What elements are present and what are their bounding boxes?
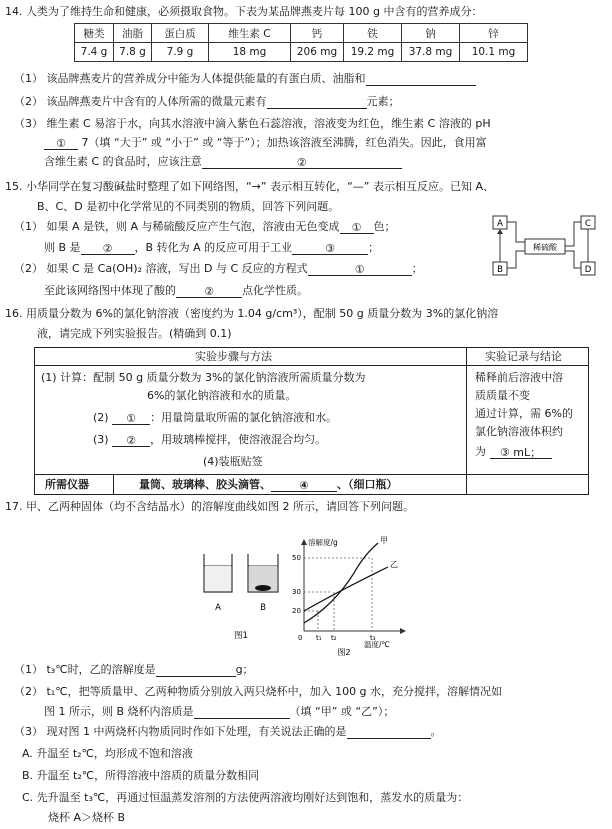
q17-sub3: （3） 现对图 1 中两烧杯内物质同时作如下处理，有关说法正确的是 。	[14, 725, 442, 738]
step-4: (4)装瓶贴签	[203, 455, 263, 468]
q17-stem: 17. 甲、乙两种固体（均不含结晶水）的溶解度曲线如图 2 所示，请回答下列问题。	[5, 500, 414, 513]
q17-sub2-line2: 图 1 所示，则 B 烧杯内溶质是 （填 “甲” 或 “乙”）；	[44, 705, 395, 718]
x-axis-label: 温度/℃	[364, 640, 390, 649]
record-line4: 氯化钠溶液体积约	[475, 425, 563, 438]
answer-blank[interactable]: ①	[112, 411, 150, 425]
answer-blank[interactable]	[156, 663, 236, 677]
undissolved-solid	[255, 585, 271, 591]
answer-blank[interactable]: ④	[271, 478, 337, 492]
q15-stem-1: 15. 小华同学在复习酸碱盐时整理了如下网络图，“→” 表示相互转化，“—” 表示相互反应。已知 A、	[5, 180, 495, 193]
tick-0: 0	[298, 634, 303, 642]
curve-jia	[304, 543, 378, 623]
link-a-acid	[507, 222, 525, 242]
q17-sub2-line1: （2） t₁℃，把等质量甲、乙两种物质分别放入两只烧杯中，加入 100 g 水，充分搅拌，溶解情况如	[14, 685, 503, 698]
table-cell: 18 mg	[209, 43, 291, 62]
answer-blank[interactable]	[194, 705, 290, 719]
q15-sub2-line2: 至此该网络图中体现了酸的 ② 点化学性质。	[44, 284, 308, 298]
q17-sub1: （1） t₃℃时，乙的溶解度是 g；	[14, 663, 254, 676]
answer-blank[interactable]: ②	[112, 433, 150, 447]
table-cell: 7.8 g	[114, 43, 152, 62]
q14-sub3-line1: （3） 维生素 C 易溶于水，向其水溶液中滴入紫色石蕊溶液，溶液变为红色，维生素 C 溶液的 pH	[14, 117, 491, 130]
node-b-label: B	[497, 265, 503, 275]
footer-label: 所需仪器	[45, 478, 89, 491]
label-yi: 乙	[390, 560, 398, 569]
table-cell: 19.2 mg	[344, 43, 402, 62]
table-header: 钙	[291, 24, 344, 43]
tick-20: 20	[292, 607, 301, 615]
record-line3: 通过计算，需 6%的	[475, 407, 573, 420]
q14-stem: 14. 人类为了维持生命和健康，必须摄取食物。下表为某品牌燕麦片每 100 g 中含有的营养成分：	[5, 5, 483, 18]
q14-sub1: （1） 该品牌燕麦片的营养成分中能为人体提供能量的有蛋白质、油脂和	[14, 71, 476, 86]
q15-sub1-line1: （1） 如果 A 是铁，则 A 与稀硫酸反应产生气泡，溶液由无色变成 ① 色；	[14, 220, 396, 234]
figure-1-beakers	[196, 548, 286, 644]
table-cell: 10.1 mg	[460, 43, 528, 62]
table-header: 铁	[344, 24, 402, 43]
beaker-a-label: A	[215, 603, 221, 613]
tick-30: 30	[292, 588, 301, 596]
step-1-line1: (1) 计算：配制 50 g 质量分数为 3%的氯化钠溶液所需质量分数为	[41, 371, 366, 384]
step-2: (2) ① ：用量筒量取所需的氯化钠溶液和水。	[93, 411, 338, 425]
link-b-acid	[507, 251, 525, 268]
option-c-line1[interactable]: C. 先升温至 t₃℃，再通过恒温蒸发溶剂的方法使两溶液均刚好达到饱和，蒸发水的质量为：	[22, 791, 469, 804]
network-diagram	[492, 214, 597, 280]
label-jia: 甲	[380, 536, 388, 545]
record-line2: 质质量不变	[475, 389, 530, 402]
q15-sub1-line2: 则 B 是 ② ，B 转化为 A 的反应可用于工业 ③ ；	[44, 241, 380, 255]
q14-sub3-line2: ① 7（填 “大于” 或 “小于” 或 “等于”）；加热该溶液至沸腾，红色消失。因此，食用富	[44, 135, 487, 150]
answer-blank[interactable]	[366, 72, 476, 86]
node-c-label: C	[585, 219, 591, 229]
curve-yi	[304, 567, 388, 611]
answer-blank[interactable]: ①	[340, 220, 374, 234]
record-line5: 为 ③ mL；	[475, 444, 552, 459]
option-a[interactable]: A. 升温至 t₂℃，均形成不饱和溶液	[22, 747, 193, 760]
table-cell: 7.9 g	[152, 43, 209, 62]
header-steps: 实验步骤与方法	[195, 350, 272, 363]
q15-stem-2: B、C、D 是初中化学常见的不同类别的物质，回答下列问题。	[37, 200, 340, 213]
table-header: 维生素 C	[209, 24, 291, 43]
experiment-report-table	[34, 347, 589, 495]
option-c-line2: 烧杯 A＞烧杯 B	[48, 811, 126, 824]
tick-t1: t₁	[316, 634, 322, 642]
answer-blank[interactable]: ②	[176, 284, 242, 298]
node-a-label: A	[497, 219, 503, 229]
step-3: (3) ② ，用玻璃棒搅拌，使溶液混合均匀。	[93, 433, 327, 447]
step-1-line2: 6%的氯化钠溶液和水的质量。	[147, 389, 297, 402]
table-header: 锌	[460, 24, 528, 43]
link-acid-c	[565, 222, 581, 246]
nutrition-table	[74, 23, 528, 62]
table-cell: 7.4 g	[75, 43, 114, 62]
answer-blank[interactable]: ③	[292, 241, 368, 255]
q14-sub2: （2） 该品牌燕麦片中含有的人体所需的微量元素有 元素；	[14, 95, 400, 108]
table-cell: 206 mg	[291, 43, 344, 62]
answer-blank[interactable]	[267, 95, 367, 109]
record-line1: 稀释前后溶液中溶	[475, 371, 563, 384]
answer-blank[interactable]: ②	[81, 241, 135, 255]
answer-blank[interactable]	[347, 725, 431, 739]
header-records: 实验记录与结论	[485, 350, 562, 363]
option-b[interactable]: B. 升温至 t₂℃，所得溶液中溶质的质量分数相同	[22, 769, 260, 782]
table-header: 钠	[402, 24, 460, 43]
tick-t3: t₃	[370, 634, 376, 642]
link-acid-d	[565, 251, 581, 268]
figure-2-solubility-chart	[284, 533, 414, 657]
table-header: 油脂	[114, 24, 152, 43]
node-d-label: D	[584, 265, 592, 275]
table-header: 糖类	[75, 24, 114, 43]
q16-stem-1: 16. 用质量分数为 6%的氯化钠溶液（密度约为 1.04 g/cm³），配制 50 g 质量分数为 3%的氯化钠溶	[5, 307, 499, 320]
answer-blank[interactable]: ②	[202, 155, 402, 169]
answer-blank[interactable]: ③ mL；	[490, 445, 552, 459]
table-header: 蛋白质	[152, 24, 209, 43]
center-label: 稀硫酸	[533, 243, 557, 252]
table-cell: 37.8 mg	[402, 43, 460, 62]
answer-blank[interactable]: ①	[44, 136, 78, 150]
answer-blank[interactable]: ①	[308, 262, 412, 276]
q16-stem-2: 液，请完成下列实验报告。(精确到 0.1)	[37, 327, 232, 340]
footer-instruments: 量筒、玻璃棒、胶头滴管、 ④ 、（细口瓶）	[139, 478, 398, 492]
tick-50: 50	[292, 554, 301, 562]
q14-sub3-line3: 含维生素 C 的食品时，应该注意 ②	[44, 154, 402, 169]
y-axis-label: 溶解度/g	[308, 538, 338, 547]
q15-sub2-line1: （2） 如果 C 是 Ca(OH)₂ 溶液，写出 D 与 C 反应的方程式 ① ；	[14, 262, 423, 276]
figure-1-caption: 图1	[234, 631, 248, 641]
beaker-b-label: B	[260, 603, 266, 613]
figure-2-caption: 图2	[337, 648, 351, 657]
tick-t2: t₂	[331, 634, 337, 642]
